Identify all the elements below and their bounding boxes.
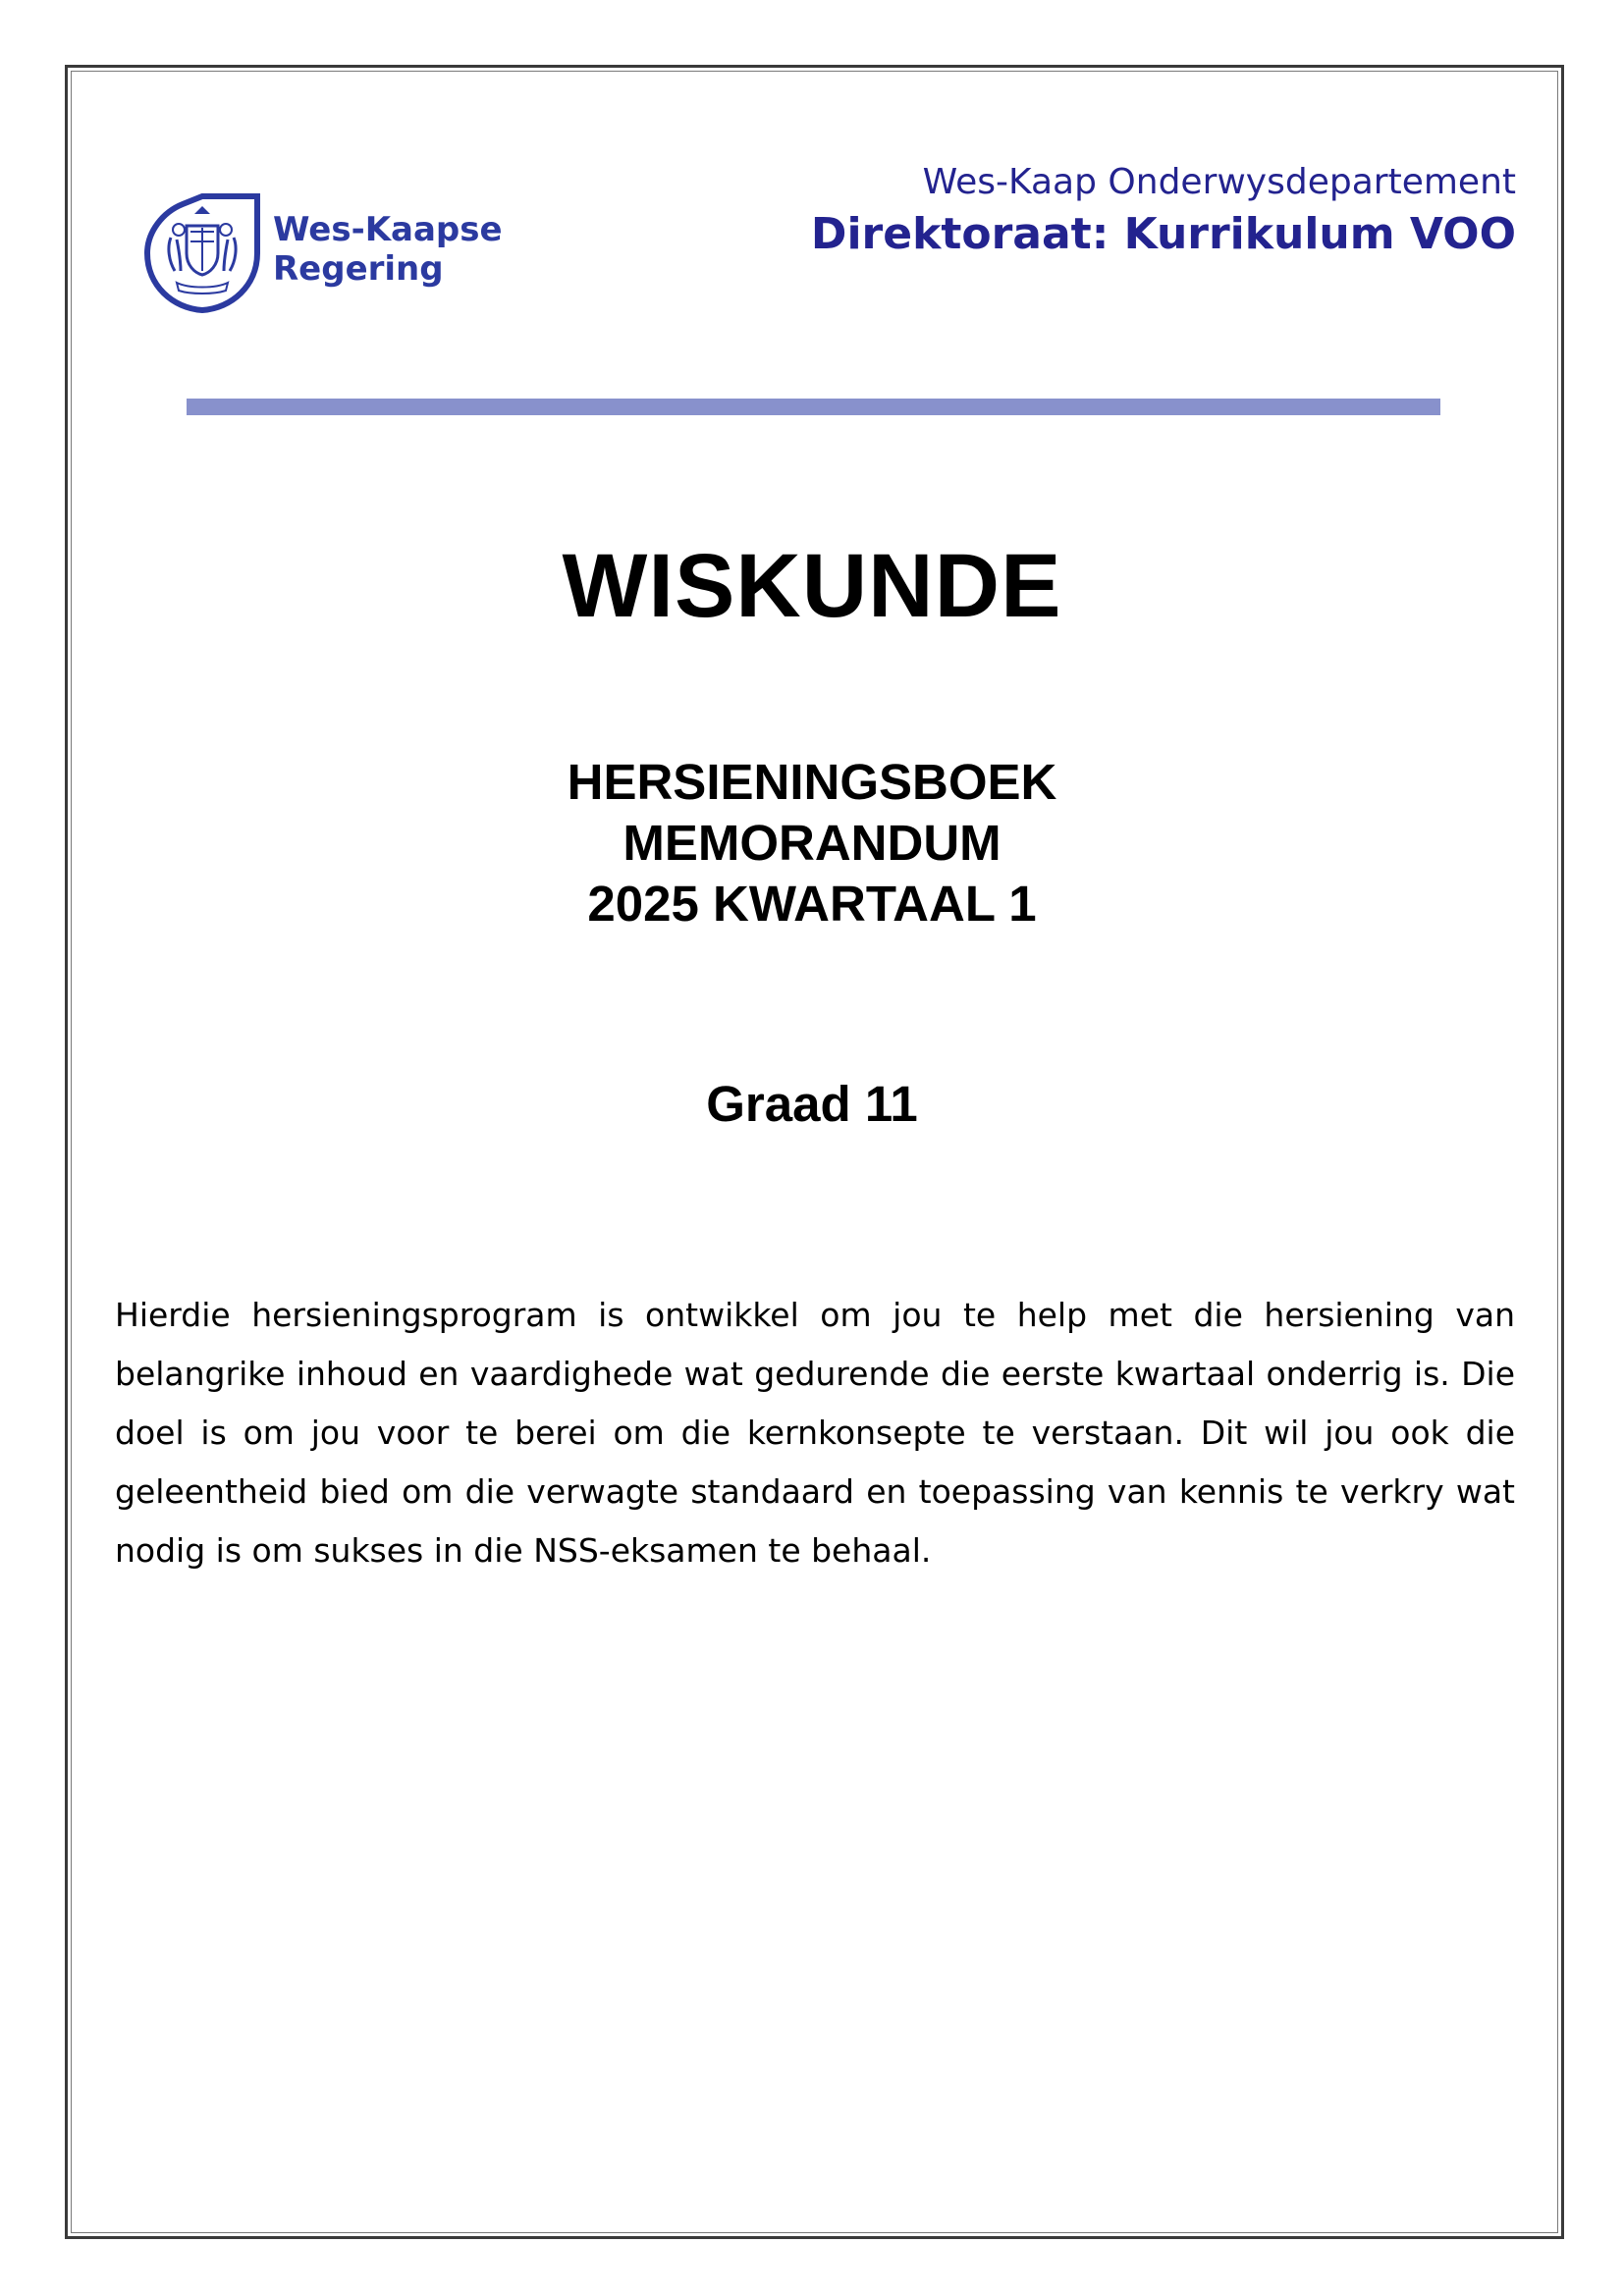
intro-paragraph: Hierdie hersieningsprogram is ontwikkel om jou te help met die hersiening van belangrike inhoud en vaardighede wat gedurende die eerste kwartaal onderrig is. Die doel is om jou voor te berei om die kernkonsepte te verstaan. Dit wil jou ook die geleentheid bied om die verwagte standaard en toepassing van kennis te verkry wat nodig is om sukses in die NSS-eksamen te behaal. bbox=[115, 1296, 1515, 1570]
government-logo bbox=[141, 192, 514, 320]
coat-of-arms-icon bbox=[141, 192, 263, 314]
page-border-inner bbox=[71, 71, 1558, 2233]
department-name: Wes-Kaap Onderwysdepartement bbox=[922, 162, 1516, 202]
logo-line-2: Regering bbox=[273, 249, 444, 289]
header-divider bbox=[187, 399, 1440, 415]
subtitle-line-3: 2025 KWARTAAL 1 bbox=[587, 876, 1037, 932]
subtitle-line-1: HERSIENINGSBOEK bbox=[567, 754, 1057, 810]
subtitle-line-2: MEMORANDUM bbox=[623, 815, 1001, 871]
grade-label: Graad 11 bbox=[706, 1076, 918, 1132]
logo-line-1: Wes-Kaapse bbox=[273, 210, 503, 249]
directorate-name: Direktoraat: Kurrikulum VOO bbox=[810, 209, 1516, 259]
logo-wordmark bbox=[273, 210, 503, 289]
subject-title: WISKUNDE bbox=[562, 536, 1062, 636]
department-header bbox=[811, 159, 1516, 263]
